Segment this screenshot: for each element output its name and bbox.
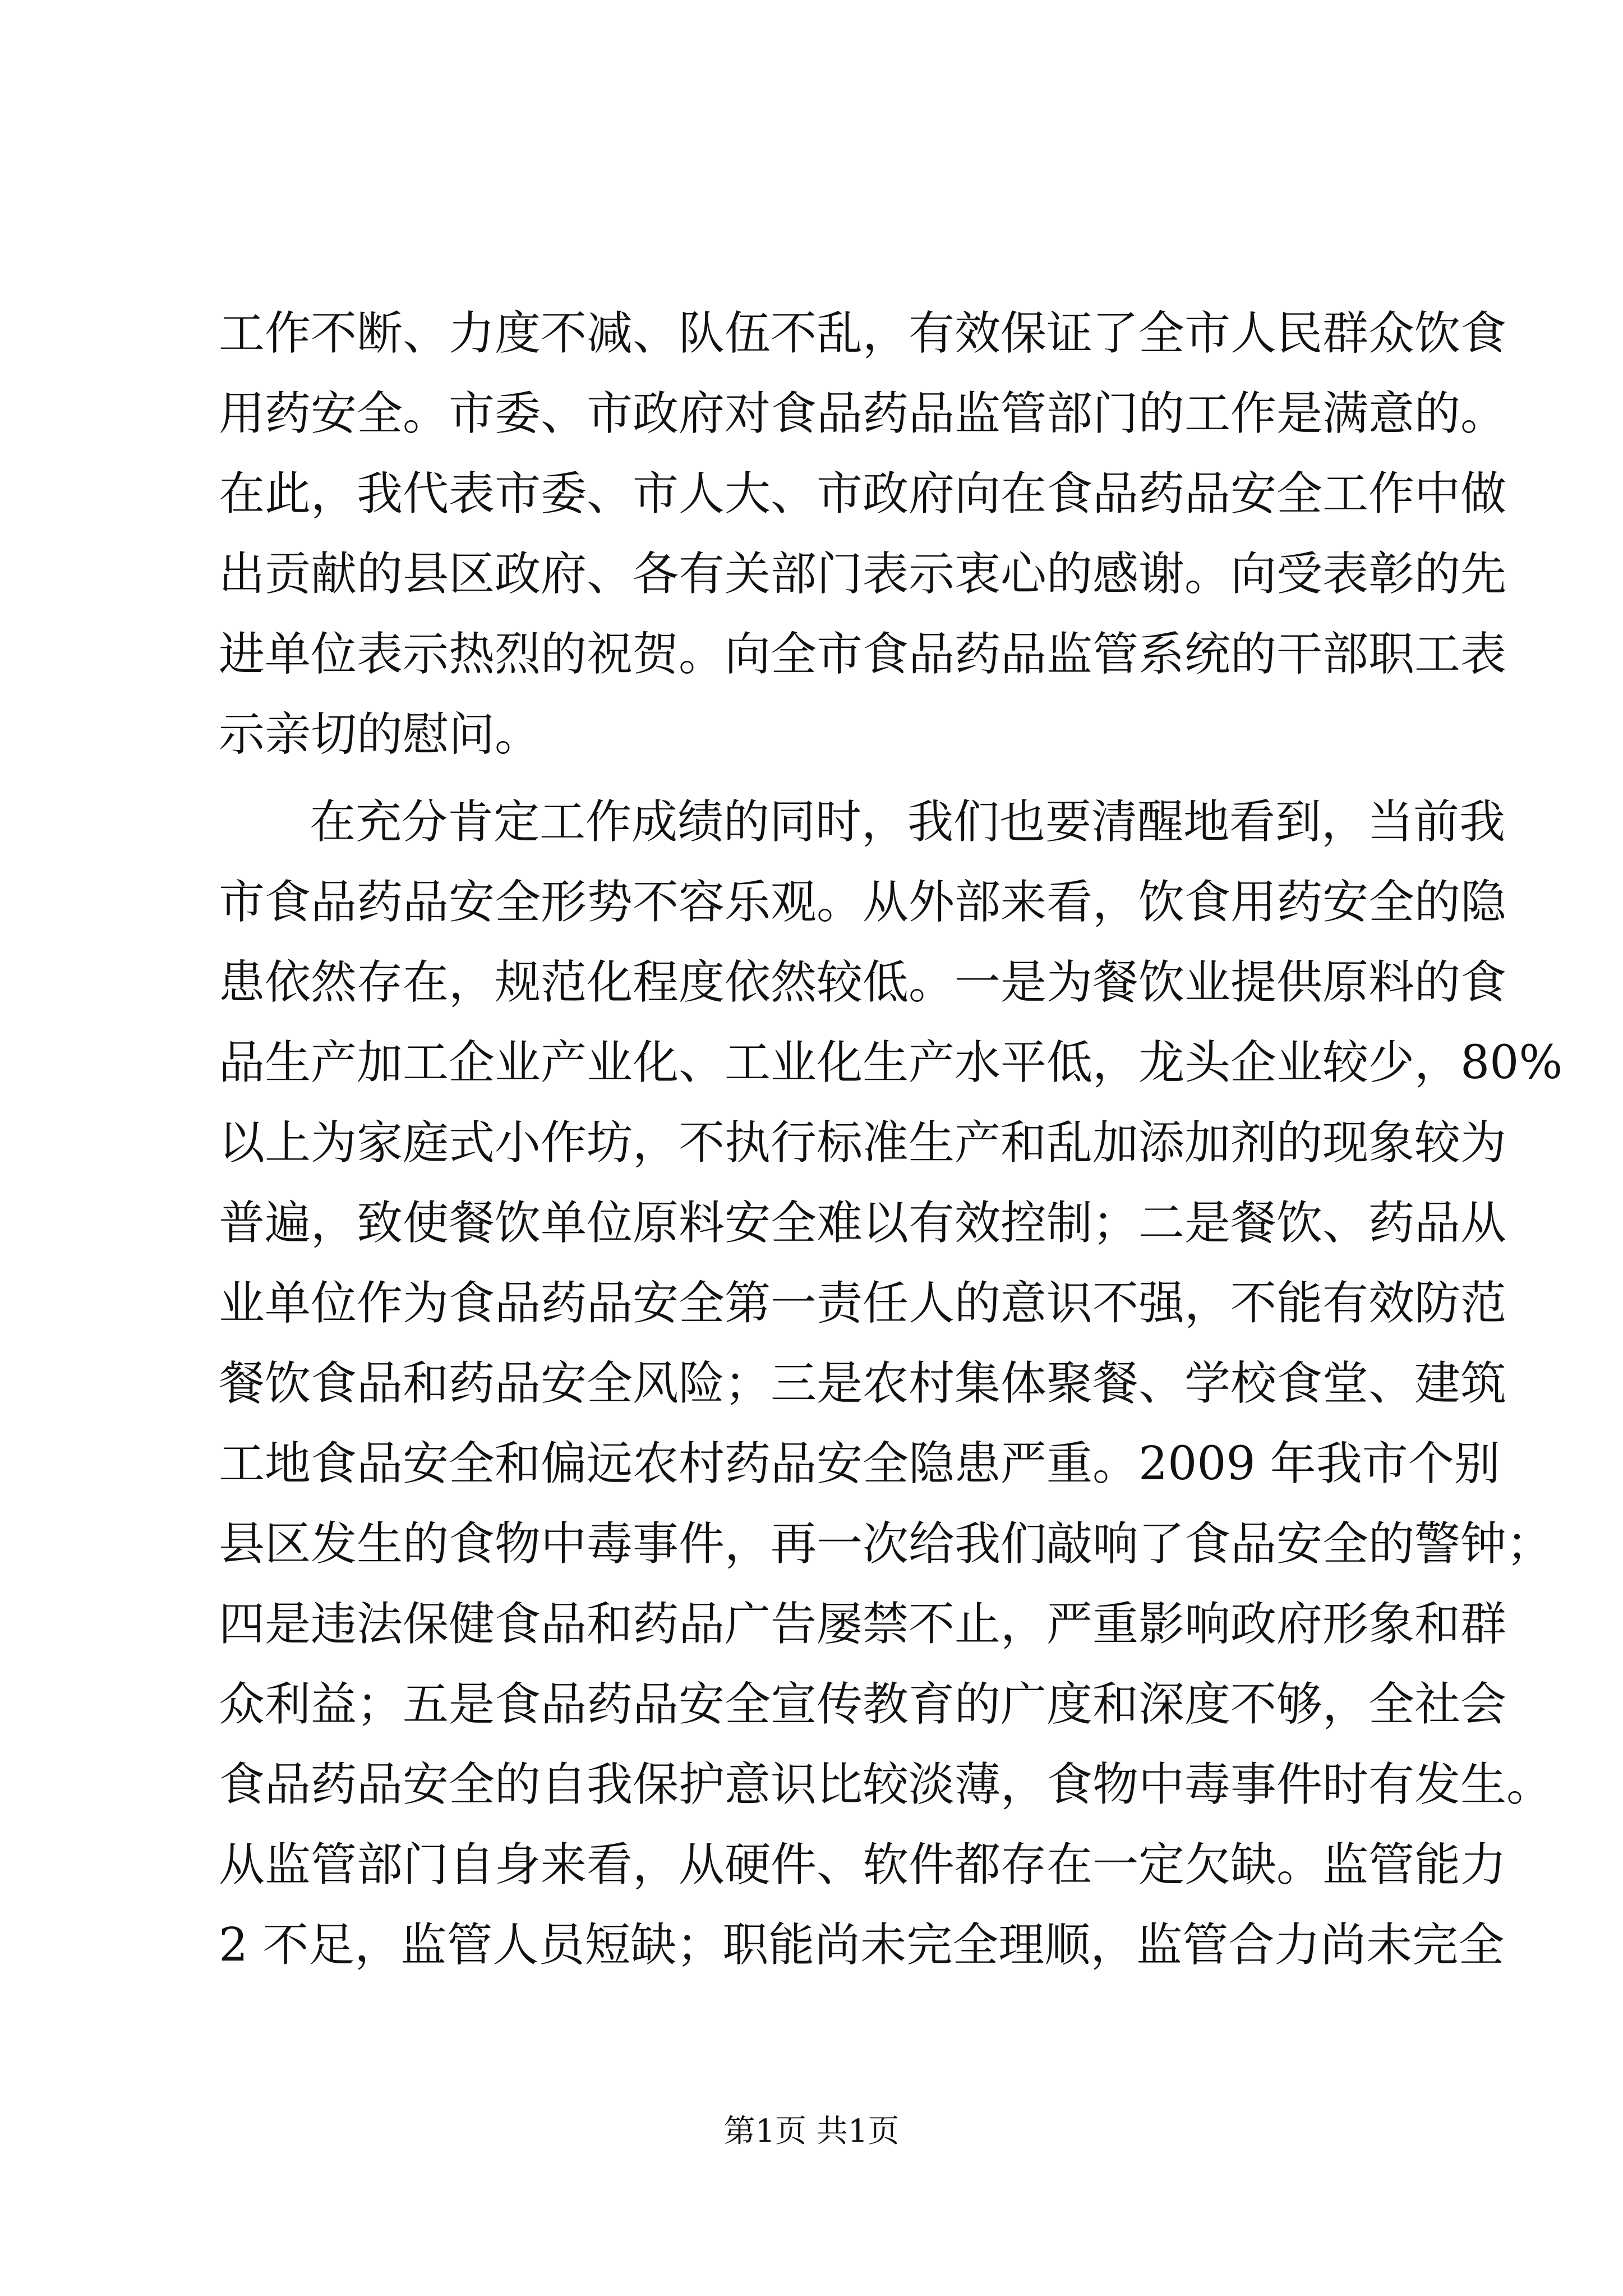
text-line: 业单位作为食品药品安全第一责任人的意识不强，不能有效防范 bbox=[219, 1277, 1507, 1330]
paragraph-first-line: 在充分肯定工作成绩的同时，我们也要清醒地看到，当前我 bbox=[310, 795, 1506, 849]
text-line: 四是违法保健食品和药品广告屡禁不止，严重影响政府形象和群 bbox=[219, 1598, 1507, 1651]
text-line: 进单位表示热烈的祝贺。向全市食品药品监管系统的干部职工表 bbox=[219, 628, 1507, 681]
text-line: 品生产加工企业产业化、工业化生产水平低，龙头企业较少，80% bbox=[219, 1036, 1563, 1089]
text-line: 工地食品安全和偏远农村药品安全隐患严重。2009 年我市个别 bbox=[219, 1437, 1500, 1490]
text-line: 以上为家庭式小作坊，不执行标准生产和乱加添加剂的现象较为 bbox=[219, 1116, 1507, 1170]
text-line: 食品药品安全的自我保护意识比较淡薄，食物中毒事件时有发生。 bbox=[219, 1758, 1553, 1811]
text-line: 餐饮食品和药品安全风险；三是农村集体聚餐、学校食堂、建筑 bbox=[219, 1357, 1507, 1410]
text-line: 出贡献的县区政府、各有关部门表示衷心的感谢。向受表彰的先 bbox=[219, 547, 1507, 601]
text-line: 工作不断、力度不减、队伍不乱，有效保证了全市人民群众饮食 bbox=[219, 307, 1507, 360]
page-footer: 第1页 共1页 bbox=[723, 2113, 900, 2150]
text-line: 示亲切的慰问。 bbox=[219, 708, 541, 761]
text-line: 患依然存在，规范化程度依然较低。一是为餐饮业提供原料的食 bbox=[219, 956, 1507, 1009]
text-line: 从监管部门自身来看，从硬件、软件都存在一定欠缺。监管能力 bbox=[219, 1838, 1507, 1892]
text-line: 在此，我代表市委、市人大、市政府向在食品药品安全工作中做 bbox=[219, 467, 1507, 521]
text-line: 县区发生的食物中毒事件，再一次给我们敲响了食品安全的警钟； bbox=[219, 1517, 1553, 1571]
text-line: 市食品药品安全形势不容乐观。从外部来看，饮食用药安全的隐 bbox=[219, 876, 1507, 929]
text-line: 普遍，致使餐饮单位原料安全难以有效控制；二是餐饮、药品从 bbox=[219, 1197, 1507, 1250]
text-line: 用药安全。市委、市政府对食品药品监管部门的工作是满意的。 bbox=[219, 387, 1507, 440]
text-line: 众利益；五是食品药品安全宣传教育的广度和深度不够，全社会 bbox=[219, 1678, 1507, 1731]
text-line: 2 不足，监管人员短缺；职能尚未完全理顺，监管合力尚未完全 bbox=[219, 1918, 1505, 1972]
